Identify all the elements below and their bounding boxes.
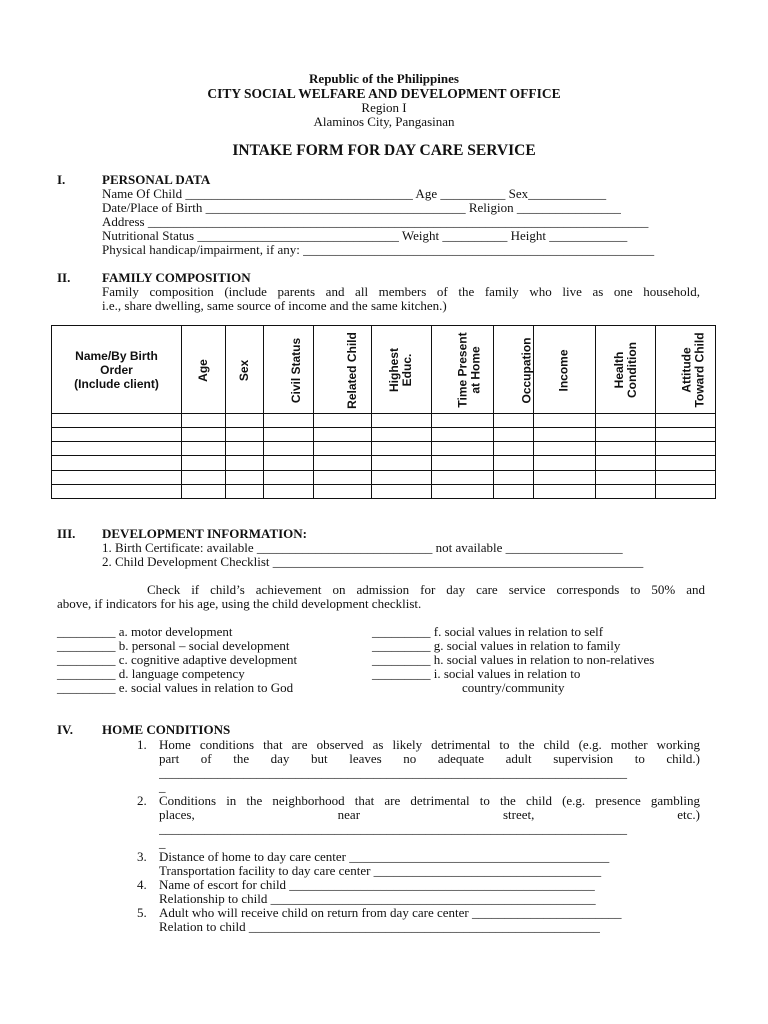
checklist-item-values-god[interactable]: _________ e. social values in relation to God	[57, 680, 294, 695]
table-cell[interactable]	[264, 470, 314, 484]
section-heading-development: DEVELOPMENT INFORMATION:	[102, 526, 307, 541]
q2-text-line1: Conditions in the neighborhood that are detrimental to the child (e.g. presence gambling	[159, 793, 700, 808]
checklist-item-language[interactable]: _________ d. language competency	[57, 666, 245, 681]
table-cell[interactable]	[534, 470, 596, 484]
table-cell[interactable]	[52, 428, 182, 442]
q3-number: 3.	[137, 849, 147, 864]
table-cell[interactable]	[182, 470, 226, 484]
header-republic: Republic of the Philippines	[309, 71, 459, 86]
col-name-line2: Order	[100, 362, 133, 377]
table-cell[interactable]	[372, 414, 432, 428]
birth-certificate-field[interactable]: 1. Birth Certificate: available ___________________________ not available __________________	[102, 541, 623, 555]
table-cell[interactable]	[314, 442, 372, 456]
table-cell[interactable]	[656, 456, 716, 470]
table-row	[52, 456, 716, 470]
family-description-line2: i.e., share dwelling, same source of income and the same kitchen.)	[102, 298, 447, 313]
table-cell[interactable]	[372, 484, 432, 498]
table-header-row	[52, 326, 716, 414]
q1-text-line1: Home conditions that are observed as likely detrimental to the child (e.g. mother working	[159, 737, 700, 752]
address-field[interactable]: Address _____________________________________________________________________________	[102, 215, 649, 229]
table-cell[interactable]	[182, 428, 226, 442]
table-cell[interactable]	[314, 414, 372, 428]
table-cell[interactable]	[264, 414, 314, 428]
checklist-instruction-line2: above, if indicators for his age, using the child development checklist.	[57, 596, 422, 611]
table-cell[interactable]	[372, 456, 432, 470]
section-heading-family: FAMILY COMPOSITION	[102, 270, 251, 285]
family-composition-table	[51, 325, 716, 499]
table-cell[interactable]	[432, 456, 494, 470]
table-cell[interactable]	[52, 470, 182, 484]
table-row	[52, 442, 716, 456]
table-cell[interactable]	[494, 484, 534, 498]
receiving-relation-field[interactable]: Relation to child ______________________________________________________	[159, 920, 600, 934]
table-cell[interactable]	[656, 470, 716, 484]
q1-number: 1.	[137, 737, 147, 752]
table-cell[interactable]	[182, 484, 226, 498]
table-cell[interactable]	[52, 456, 182, 470]
table-cell[interactable]	[656, 442, 716, 456]
table-cell[interactable]	[596, 470, 656, 484]
table-cell[interactable]	[494, 428, 534, 442]
checklist-instruction-line1: Check if child’s achievement on admission for day care service corresponds to 50% and	[147, 582, 705, 597]
checklist-item-values-country[interactable]: _________ i. social values in relation to	[372, 666, 581, 681]
name-of-child-field[interactable]: Name Of Child ___________________________________ Age __________ Sex____________	[102, 187, 607, 201]
table-cell[interactable]	[182, 414, 226, 428]
table-cell[interactable]	[656, 414, 716, 428]
table-cell[interactable]	[656, 484, 716, 498]
table-row	[52, 428, 716, 442]
receiving-adult-field[interactable]: Adult who will receive child on return from day care center _______________________	[159, 906, 622, 920]
table-cell[interactable]	[264, 442, 314, 456]
development-checklist-field[interactable]: 2. Child Development Checklist _________________________________________________________	[102, 555, 644, 569]
q4-number: 4.	[137, 877, 147, 892]
transportation-field[interactable]: Transportation facility to day care center ___________________________________	[159, 864, 602, 878]
table-cell[interactable]	[534, 484, 596, 498]
birth-religion-field[interactable]: Date/Place of Birth ________________________________________ Religion ________________	[102, 201, 621, 215]
distance-field[interactable]: Distance of home to day care center ________________________________________	[159, 850, 610, 864]
q2-number: 2.	[137, 793, 147, 808]
escort-relationship-field[interactable]: Relationship to child __________________________________________________	[159, 892, 596, 906]
col-header-related-child: Related Child	[314, 326, 372, 414]
section-number-3: III.	[57, 526, 76, 541]
table-cell[interactable]	[534, 456, 596, 470]
header-city: Alaminos City, Pangasinan	[313, 114, 455, 129]
q1-answer-field[interactable]: ________________________________________________________________________	[159, 766, 627, 780]
table-cell[interactable]	[494, 414, 534, 428]
table-cell[interactable]	[52, 484, 182, 498]
table-cell[interactable]	[432, 484, 494, 498]
table-cell[interactable]	[264, 484, 314, 498]
table-cell[interactable]	[432, 428, 494, 442]
table-cell[interactable]	[182, 442, 226, 456]
table-row	[52, 414, 716, 428]
table-cell[interactable]	[226, 442, 264, 456]
development-left-list	[57, 625, 297, 695]
section-number-1: I.	[57, 172, 66, 187]
table-cell[interactable]	[596, 442, 656, 456]
col-header-time-present: Time Present at Home	[432, 326, 494, 414]
table-cell[interactable]	[314, 470, 372, 484]
table-cell[interactable]	[656, 428, 716, 442]
checklist-item-personal-social[interactable]: _________ b. personal – social development	[57, 638, 290, 653]
table-cell[interactable]	[494, 456, 534, 470]
table-cell[interactable]	[226, 470, 264, 484]
table-cell[interactable]	[314, 484, 372, 498]
col-name-line1: Name/By Birth	[75, 348, 158, 363]
col-header-health-condition: Health Condition	[596, 326, 656, 414]
table-cell[interactable]	[226, 428, 264, 442]
table-cell[interactable]	[314, 456, 372, 470]
table-cell[interactable]	[534, 442, 596, 456]
checklist-item-cognitive[interactable]: _________ c. cognitive adaptive development	[57, 652, 298, 667]
section-heading-home: HOME CONDITIONS	[102, 722, 231, 737]
header-office: CITY SOCIAL WELFARE AND DEVELOPMENT OFFICE	[207, 86, 561, 101]
q1-answer-tail: _	[159, 779, 166, 794]
table-cell[interactable]	[596, 484, 656, 498]
checklist-item-motor[interactable]: _________ a. motor development	[57, 624, 233, 639]
table-cell[interactable]	[264, 428, 314, 442]
table-cell[interactable]	[226, 484, 264, 498]
table-cell[interactable]	[596, 428, 656, 442]
table-cell[interactable]	[432, 470, 494, 484]
checklist-item-values-family[interactable]: _________ g. social values in relation to family	[372, 638, 621, 653]
checklist-item-values-non-relatives[interactable]: _________ h. social values in relation to non-relatives	[372, 652, 655, 667]
form-title: INTAKE FORM FOR DAY CARE SERVICE	[232, 142, 536, 159]
col-header-sex: Sex	[226, 326, 264, 414]
escort-name-field[interactable]: Name of escort for child _______________________________________________	[159, 878, 595, 892]
table-row	[52, 484, 716, 498]
header-region: Region I	[361, 100, 407, 115]
development-right-list	[372, 625, 654, 695]
col-header-occupation: Occupation	[494, 326, 534, 414]
col-header-highest-educ: Highest Educ.	[372, 326, 432, 414]
table-cell[interactable]	[226, 414, 264, 428]
col-header-civil-status: Civil Status	[264, 326, 314, 414]
q1-text-line2: part of the day but leaves no adequate adult supervision to child.)	[159, 751, 700, 766]
nutrition-weight-height-field[interactable]: Nutritional Status _______________________________ Weight __________ Height ____________	[102, 229, 628, 243]
q2-text-line2: places, near street, etc.)	[159, 807, 700, 822]
checklist-item-values-self[interactable]: _________ f. social values in relation to self	[372, 624, 604, 639]
table-cell[interactable]	[372, 442, 432, 456]
section-heading-personal: PERSONAL DATA	[102, 172, 211, 187]
table-cell[interactable]	[596, 414, 656, 428]
section-number-2: II.	[57, 270, 71, 285]
table-cell[interactable]	[534, 414, 596, 428]
table-cell[interactable]	[182, 456, 226, 470]
col-name-line3: (Include client)	[74, 376, 159, 391]
q2-answer-field[interactable]: ________________________________________________________________________	[159, 822, 627, 836]
col-header-income: Income	[534, 326, 596, 414]
checklist-item-values-country-cont: country/community	[462, 680, 565, 695]
table-cell[interactable]	[52, 414, 182, 428]
table-row	[52, 470, 716, 484]
family-description-line1: Family composition (include parents and all members of the family who live as one household,	[102, 284, 700, 299]
table-cell[interactable]	[52, 442, 182, 456]
table-cell[interactable]	[226, 456, 264, 470]
table-cell[interactable]	[494, 470, 534, 484]
col-header-attitude: Attitude Toward Child	[656, 326, 716, 414]
table-cell[interactable]	[372, 428, 432, 442]
col-header-age: Age	[182, 326, 226, 414]
table-cell[interactable]	[596, 456, 656, 470]
table-cell[interactable]	[494, 442, 534, 456]
handicap-field[interactable]: Physical handicap/impairment, if any: ______________________________________________________	[102, 243, 655, 257]
table-cell[interactable]	[534, 428, 596, 442]
table-cell[interactable]	[264, 456, 314, 470]
col-header-name	[52, 326, 182, 414]
section-number-4: IV.	[57, 722, 74, 737]
q2-answer-tail: _	[159, 835, 166, 850]
table-cell[interactable]	[314, 428, 372, 442]
table-cell[interactable]	[432, 442, 494, 456]
q5-number: 5.	[137, 905, 147, 920]
table-cell[interactable]	[372, 470, 432, 484]
table-cell[interactable]	[432, 414, 494, 428]
